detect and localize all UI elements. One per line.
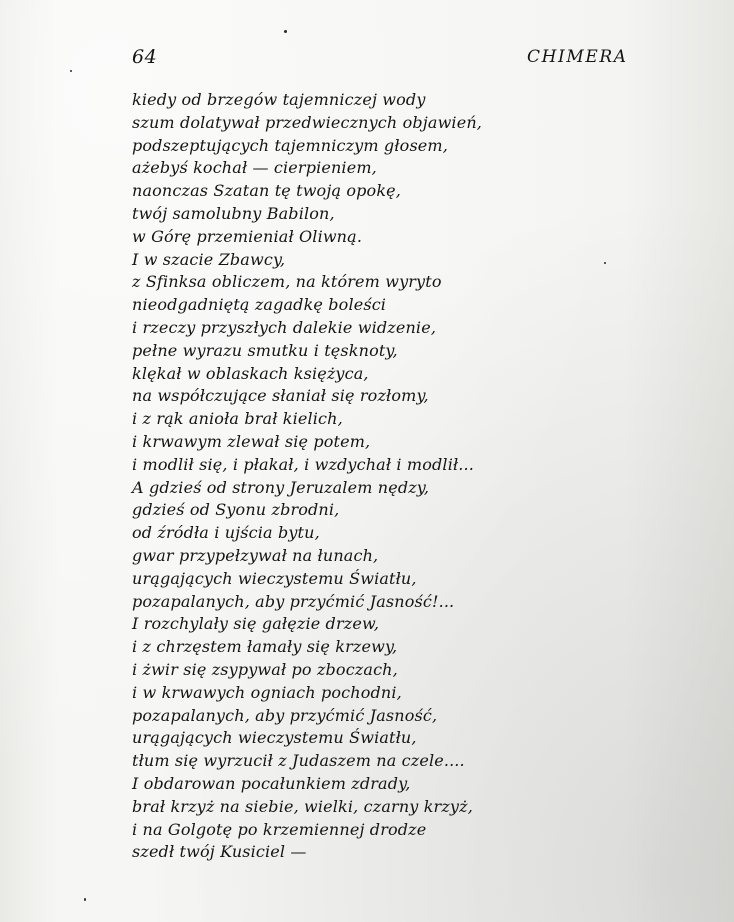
running-title: CHIMERA [527,47,628,67]
poem-line: i z chrzęstem łamały się krzewy, [132,637,398,657]
poem-body [132,89,592,864]
poem-line: kiedy od brzegów tajemniczej wody [132,90,426,109]
poem-line: A gdzieś od strony Jeruzalem nędzy, [132,477,430,497]
poem-line: pełne wyrazu smutku i tęsknoty, [132,340,398,360]
poem-line: ażebyś kochał — cierpieniem, [132,158,377,178]
poem-line: I obdarowan pocałunkiem zdrady, [132,773,411,793]
poem-line: brał krzyż na siebie, wielki, czarny krzyż, [132,796,473,816]
poem-line: szedł twój Kusiciel — [132,842,307,862]
poem-line: I w szacie Zbawcy, [132,249,286,269]
poem-line: na współczujące słaniał się rozłomy, [132,386,429,406]
poem-line: tłum się wyrzucił z Judaszem na czele.... [132,751,465,771]
poem-line: od źródła i ujścia bytu, [132,523,320,543]
poem-line: w Górę przemieniał Oliwną. [132,226,363,246]
paper-speck [604,262,606,264]
poem-line: pozapalanych, aby przyćmić Jasność, [132,705,438,725]
poem-line: podszeptujących tajemniczym głosem, [132,135,448,155]
poem-line: gdzieś od Syonu zbrodni, [132,500,340,520]
poem-line: i modlił się, i płakał, i wzdychał i modlił... [132,454,475,474]
poem-line: urągających wieczystemu Światłu, [132,568,417,588]
poem-line: klękał w oblaskach księżyca, [132,363,369,383]
poem-line: i żwir się zsypywał po zboczach, [132,659,398,679]
poem-line: urągających wieczystemu Światłu, [132,728,417,748]
paper-speck [284,30,287,33]
poem-line: naonczas Szatan tę twoją opokę, [132,181,402,201]
show-through-texture [600,85,730,905]
paper-speck [84,898,86,901]
page-number: 64 [132,46,158,68]
poem-line: i rzeczy przyszłych dalekie widzenie, [132,317,437,337]
poem-line: pozapalanych, aby przyćmić Jasność!... [132,591,455,611]
poem-line: I rozchylały się gałęzie drzew, [132,614,380,634]
poem-line: szum dolatywał przedwiecznych objawień, [132,112,483,132]
poem-line: z Sfinksa obliczem, na którem wyryto [132,272,442,292]
poem-line: gwar przypełzywał na łunach, [132,545,379,565]
poem-line: nieodgadniętą zagadkę boleści [132,295,387,315]
poem-line: twój samolubny Babilon, [132,203,335,223]
poem-line: i krwawym zlewał się potem, [132,431,371,451]
poem-line: i na Golgotę po krzemiennej drodze [132,819,427,839]
poem-line: i w krwawych ogniach pochodni, [132,682,402,702]
paper-speck [70,70,72,72]
poem-line: i z rąk anioła brał kielich, [132,409,343,429]
